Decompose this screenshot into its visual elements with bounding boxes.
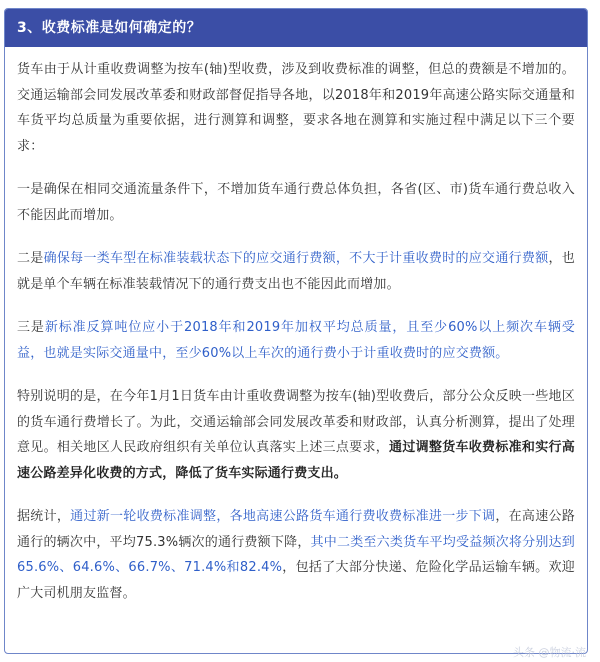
- requirement-two-lead: 二是: [17, 251, 44, 266]
- requirement-two-highlight: 确保每一类车型在标准装载状态下的应交通行费额，不大于计重收费时的应交通行费额: [43, 251, 549, 266]
- requirement-three-lead: 三是: [17, 320, 45, 335]
- requirement-one-text: 确保在相同交通流量条件下，不增加货车通行费总体负担，各省(区、市)货车通行费总收入不能因此而增加。: [17, 182, 575, 223]
- requirement-three: [17, 315, 575, 366]
- section-title: 3、收费标准是如何确定的？: [17, 20, 202, 36]
- faq-card: [4, 8, 588, 654]
- requirement-one-lead: 一是: [17, 182, 44, 197]
- special-note-text: 特别说明的是，在今年1月1日货车由计重收费调整为按车(轴)型收费后，部分公众反映一些地区的货车通行费增长了。为此，交通运输部会同发展改革委和财政部，认真分析测算，提出了处理意见。相关地区人民政府组织有关单位认真落实上述三点要求，: [17, 389, 575, 455]
- requirement-two-text: ，也就是单个车辆在标准装载情况下的通行费支出也不能因此而增加。: [17, 251, 575, 292]
- requirement-one: [17, 177, 575, 228]
- stats-text-3: ，包括了大部分快递、危险化学品运输车辆。欢迎广大司机朋友监督。: [17, 560, 575, 601]
- article-body: [5, 47, 587, 606]
- stats-text-2: ，在高速公路通行的辆次中，平均75.3%辆次的通行费额下降，: [17, 509, 575, 550]
- section-header: [5, 9, 587, 47]
- requirement-three-highlight: 新标准反算吨位应小于2018年和2019年加权平均总质量，且至少60%以上频次车辆受益，也就是实际交通量中，至少60%以上车次的通行费小于计重收费时的应交费额。: [17, 320, 575, 361]
- special-note-paragraph: [17, 384, 575, 486]
- stats-highlight-2: 其中二类至六类货车平均受益频次将分别达到65.6%、64.6%、66.7%、71.4%和82.4%: [17, 534, 575, 575]
- statistics-paragraph: [17, 504, 575, 606]
- stats-highlight-1: 通过新一轮收费标准调整，各地高速公路货车通行费收费标准进一步下调: [70, 509, 496, 524]
- requirement-two: [17, 246, 575, 297]
- stats-text-1: 据统计，: [17, 509, 71, 524]
- intro-paragraph: 货车由于从计重收费调整为按车(轴)型收费，涉及到收费标准的调整，但总的费额是不增加的。交通运输部会同发展改革委和财政部督促指导各地，以2018年和2019年高速公路实际交通量和车货平均总质量为重要依据，进行测算和调整，要求各地在测算和实施过程中满足以下三个要求：: [17, 62, 575, 154]
- watermark: 头条 @物流·流: [513, 646, 586, 659]
- special-note-bold: 通过调整货车收费标准和实行高速公路差异化收费的方式，降低了货车实际通行费支出。: [17, 440, 575, 481]
